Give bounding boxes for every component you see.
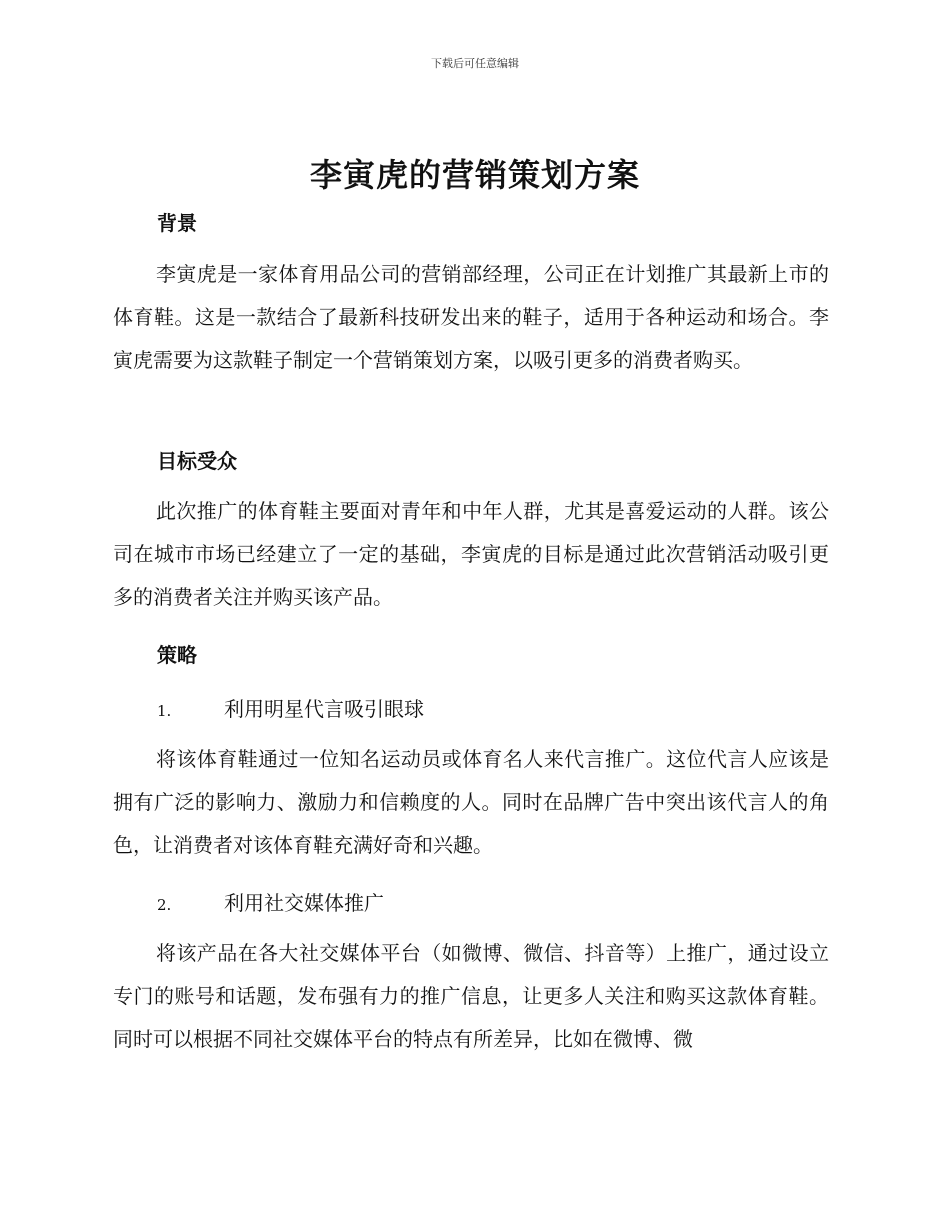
- paragraph-strategy-1: 将该体育鞋通过一位知名运动员或体育名人来代言推广。这位代言人应该是拥有广泛的影响力、激励力和信赖度的人。同时在品牌广告中突出该代言人的角色，让消费者对该体育鞋充满好奇和兴趣。: [113, 747, 829, 857]
- section-heading-audience: 目标受众: [157, 449, 237, 473]
- list-number: 1.: [157, 702, 172, 720]
- list-item-2: [157, 887, 384, 916]
- paragraph-strategy-2: 将该产品在各大社交媒体平台（如微博、微信、抖音等）上推广，通过设立专门的账号和话题，发布强有力的推广信息，让更多人关注和购买这款体育鞋。同时可以根据不同社交媒体平台的特点有所差异，比如在微博、微: [113, 941, 829, 1051]
- section-heading-background: 背景: [157, 211, 197, 235]
- list-number: 2.: [157, 896, 172, 914]
- list-item-title: 利用明星代言吸引眼球: [224, 697, 424, 721]
- document-title: 李寅虎的营销策划方案: [309, 156, 640, 194]
- section-heading-strategy: 策略: [157, 643, 197, 667]
- list-item-title: 利用社交媒体推广: [224, 891, 384, 915]
- header-note: 下载后可任意编辑: [431, 57, 519, 70]
- paragraph-background: 李寅虎是一家体育用品公司的营销部经理，公司正在计划推广其最新上市的体育鞋。这是一款结合了最新科技研发出来的鞋子，适用于各种运动和场合。李寅虎需要为这款鞋子制定一个营销策划方案，以吸引更多的消费者购买。: [113, 262, 829, 372]
- list-item-1: [157, 693, 424, 722]
- paragraph-audience: 此次推广的体育鞋主要面对青年和中年人群，尤其是喜爱运动的人群。该公司在城市市场已经建立了一定的基础，李寅虎的目标是通过此次营销活动吸引更多的消费者关注并购买该产品。: [113, 499, 829, 609]
